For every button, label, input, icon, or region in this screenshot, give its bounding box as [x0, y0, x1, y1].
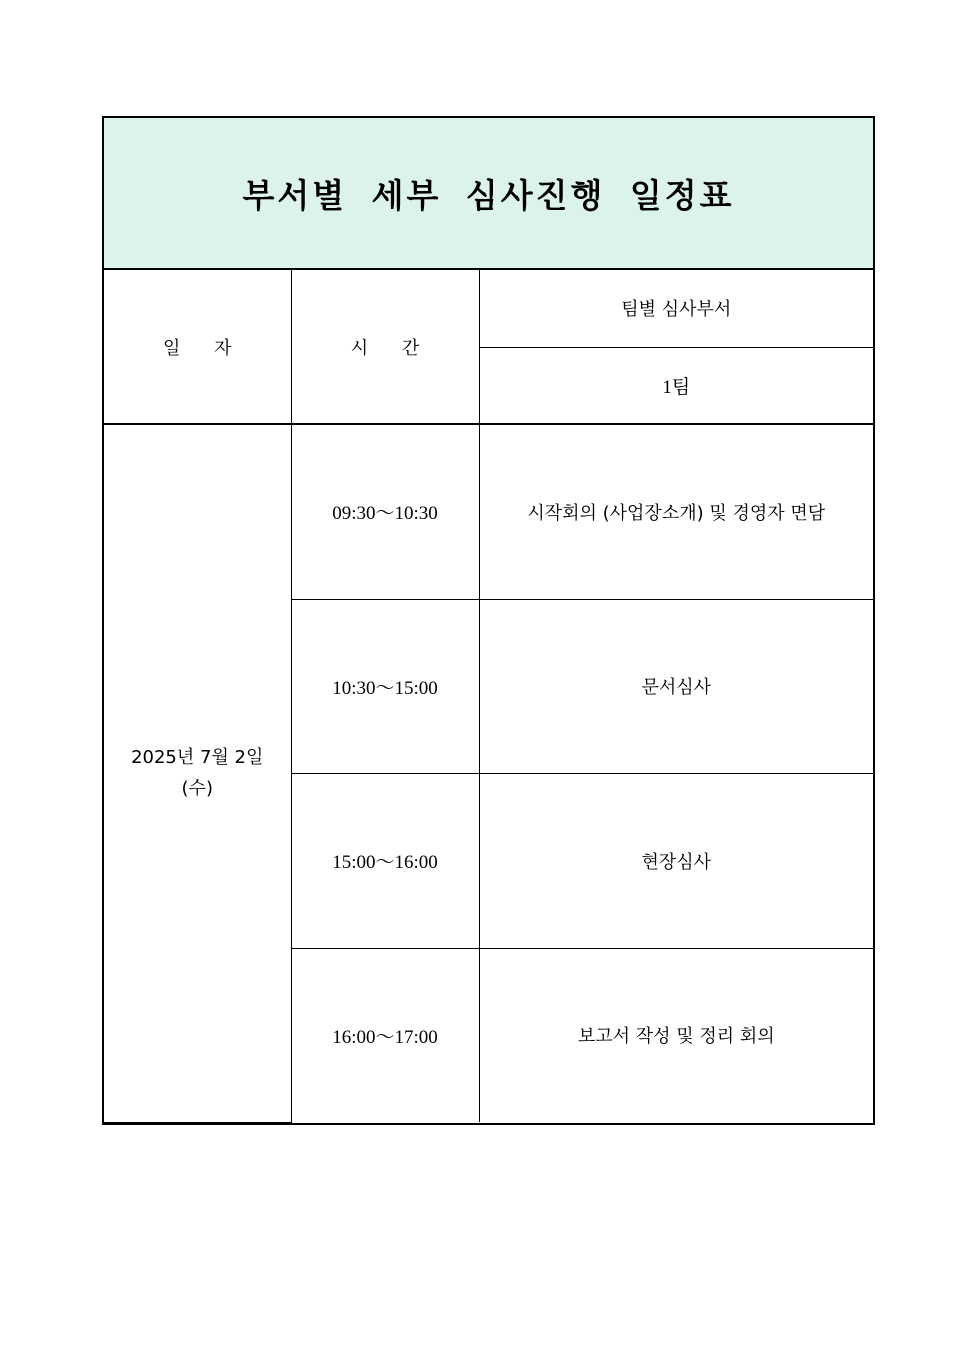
schedule-weekday: (수)	[181, 778, 213, 800]
team-header-cell	[479, 347, 873, 424]
dept-header: 팀별 심사부서	[621, 299, 732, 321]
schedule-date: 2025년 7월 2일	[131, 747, 264, 769]
activity-1: 시작회의 (사업장소개) 및 경영자 면담	[527, 502, 826, 524]
activity-cell	[479, 773, 873, 948]
title-banner	[104, 118, 873, 270]
activity-cell	[479, 599, 873, 773]
schedule-table	[104, 270, 873, 1123]
time-cell	[291, 424, 479, 599]
activity-2: 문서심사	[641, 677, 712, 698]
activity-cell	[479, 424, 873, 599]
time-cell	[291, 948, 479, 1122]
team-header: 1팀	[662, 376, 691, 398]
activity-4: 보고서 작성 및 정리 회의	[577, 1026, 775, 1048]
time-slot-4: 16:00～17:00	[332, 1026, 438, 1048]
page-title: 부서별 세부 심사진행 일정표	[242, 175, 735, 215]
dept-header-cell	[479, 270, 873, 347]
activity-cell	[479, 948, 873, 1122]
date-cell	[104, 424, 291, 1122]
time-slot-1: 09:30～10:30	[332, 503, 438, 525]
time-cell	[291, 773, 479, 948]
time-header: 시 간	[350, 337, 434, 359]
schedule-document	[102, 116, 875, 1125]
time-cell	[291, 599, 479, 773]
time-slot-2: 10:30～15:00	[332, 677, 438, 699]
time-header-cell	[291, 270, 479, 424]
activity-3: 현장심사	[641, 851, 712, 873]
date-header-cell	[104, 270, 291, 424]
date-header: 일 자	[163, 337, 246, 359]
time-slot-3: 15:00～16:00	[332, 852, 438, 873]
